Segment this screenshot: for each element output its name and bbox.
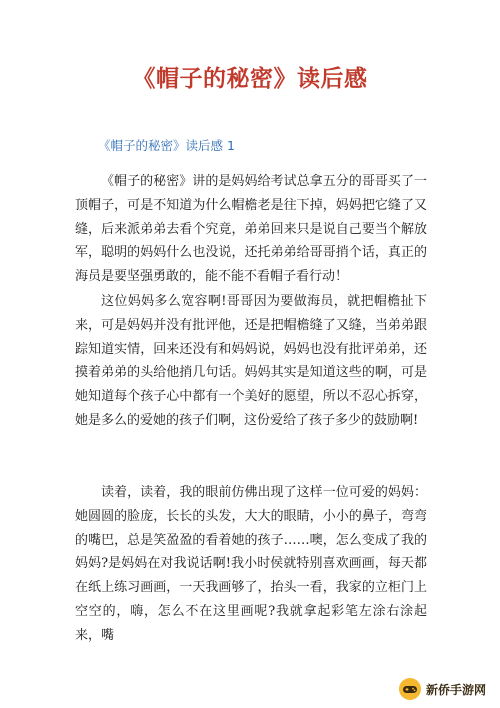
site-watermark-logo	[398, 676, 490, 702]
body-paragraph-2: 这位妈妈多么宽容啊!哥哥因为要做海员，就把帽檐扯下来，可是妈妈并没有批评他，还是把帽檐缝了又缝，当弟弟跟踪知道实情，回来还没有和妈妈说，妈妈也没有批评弟弟，还摸着弟弟的头给他捎几句话。妈妈其实是知道这些的啊，可是她知道每个孩子心中都有一个美好的愿望，所以不忍心拆穿，她是多么的爱她的孩子们啊，这份爱给了孩子多少的鼓励啊!	[75, 294, 427, 428]
body-paragraph-3: 读着，读着，我的眼前仿佛出现了这样一位可爱的妈妈：她圆圆的脸庞，长长的头发，大大的眼睛，小小的鼻子，弯弯的嘴巴，总是笑盈盈的看着她的孩子……噢，怎么变成了我的妈妈?是妈妈在对我说话啊!我小时侯就特别喜欢画画，每天都在纸上练习画画，一天我画够了，抬头一看，我家的立柜门上空空的，嗨，怎么不在这里画呢?我就拿起彩笔左涂右涂起来，嘴	[75, 485, 427, 643]
watermark-text: 新侨手游网	[426, 682, 487, 697]
document-title: 《帽子的秘密》读后感	[132, 66, 368, 92]
game-controller-icon	[398, 677, 422, 701]
section-heading: 《帽子的秘密》读后感 1	[98, 138, 235, 153]
body-paragraph-1: 《帽子的秘密》讲的是妈妈给考试总拿五分的哥哥买了一顶帽子，可是不知道为什么帽檐老是往下掉，妈妈把它缝了又缝，后来派弟弟去看个究竟，弟弟回来只是说自己要当个解放军，聪明的妈妈什么也没说，还托弟弟给哥哥捎个话，真正的海员是要坚强勇敢的，能不能不看帽子看行动！	[75, 174, 427, 285]
